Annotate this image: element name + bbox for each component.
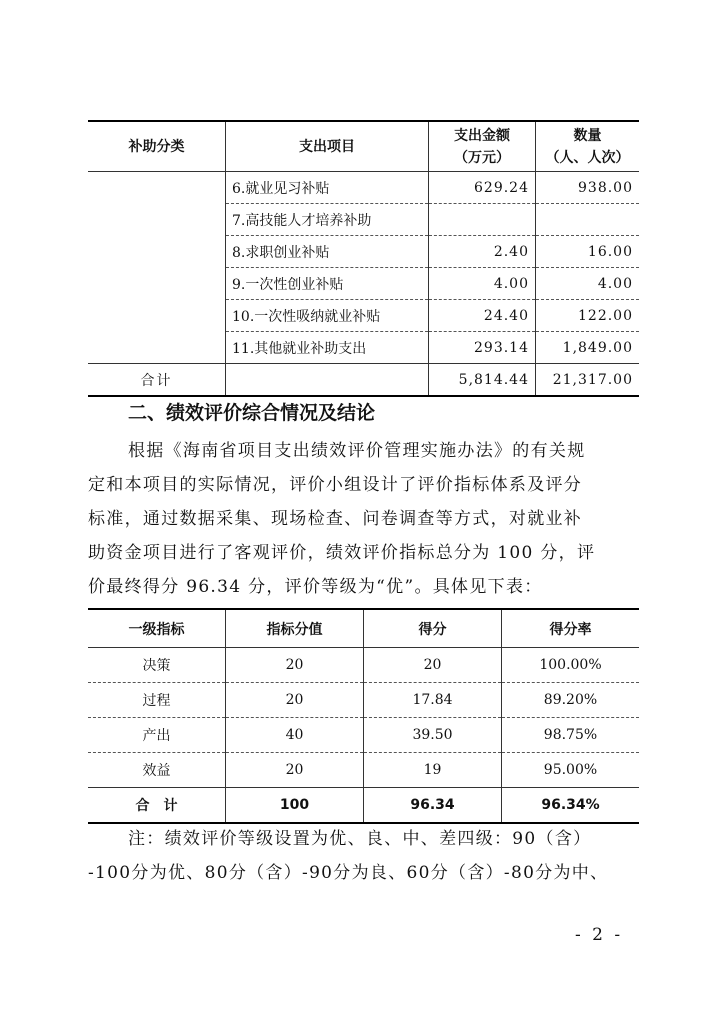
indicator-cell: 产出 bbox=[88, 718, 226, 753]
amount-cell bbox=[429, 204, 536, 236]
header-quantity-line2: （人、人次） bbox=[545, 149, 630, 166]
item-cell: 11.其他就业补助支出 bbox=[226, 332, 429, 364]
item-cell: 10.一次性吸纳就业补贴 bbox=[226, 300, 429, 332]
max-score-cell: 20 bbox=[226, 683, 364, 718]
score-rate-cell: 100.00% bbox=[539, 657, 602, 673]
header-score: 得分 bbox=[364, 609, 502, 648]
header-item: 支出项目 bbox=[226, 121, 429, 172]
quantity-cell: 122.00 bbox=[536, 300, 640, 332]
category-cell bbox=[88, 300, 226, 332]
table-row bbox=[88, 332, 639, 364]
category-cell bbox=[88, 332, 226, 364]
table-row bbox=[88, 300, 639, 332]
score-cell: 17.84 bbox=[364, 683, 502, 718]
header-max-score: 指标分值 bbox=[226, 609, 364, 648]
indicator-cell: 过程 bbox=[88, 683, 226, 718]
table-header-row bbox=[88, 121, 639, 172]
score-rate-cell: 98.75% bbox=[502, 718, 640, 753]
paragraph-line: 助资金项目进行了客观评价，绩效评价指标总分为 100 分，评 bbox=[88, 543, 596, 563]
category-cell bbox=[88, 204, 226, 236]
total-amount: 5,814.44 bbox=[429, 364, 536, 397]
max-score-cell: 20 bbox=[226, 648, 364, 683]
table-row bbox=[88, 236, 639, 268]
table-total-row bbox=[88, 788, 639, 824]
paragraph-line: 根据《海南省项目支出绩效评价管理实施办法》的有关规 bbox=[128, 441, 586, 461]
paragraph-line: 价最终得分 96.34 分，评价等级为“优”。具体见下表： bbox=[88, 577, 543, 597]
category-cell bbox=[88, 236, 226, 268]
quantity-cell bbox=[536, 204, 640, 236]
score-cell: 39.50 bbox=[364, 718, 502, 753]
amount-cell: 293.14 bbox=[429, 332, 536, 364]
quantity-cell: 16.00 bbox=[536, 236, 640, 268]
header-amount-line1: 支出金额 bbox=[454, 127, 510, 144]
indicator-cell: 决策 bbox=[88, 648, 226, 683]
amount-cell: 2.40 bbox=[429, 236, 536, 268]
amount-cell: 629.24 bbox=[429, 172, 536, 204]
score-rate-cell: 95.00% bbox=[502, 753, 640, 788]
total-quantity: 21,317.00 bbox=[536, 364, 640, 397]
item-cell: 6.就业见习补贴 bbox=[226, 172, 429, 204]
total-item-cell bbox=[226, 364, 429, 397]
table-row bbox=[88, 172, 639, 204]
header-indicator: 一级指标 bbox=[88, 609, 226, 648]
header-category: 补助分类 bbox=[88, 121, 226, 172]
quantity-cell: 938.00 bbox=[578, 179, 633, 196]
table-row bbox=[88, 204, 639, 236]
category-cell bbox=[88, 268, 226, 300]
score-cell: 19 bbox=[364, 753, 502, 788]
section-heading: 二、绩效评价综合情况及结论 bbox=[128, 402, 376, 424]
table-row bbox=[88, 683, 639, 718]
table-row bbox=[88, 648, 639, 683]
total-score-rate: 96.34% bbox=[502, 788, 640, 824]
total-max-score: 100 bbox=[226, 788, 364, 824]
performance-score-table bbox=[88, 608, 639, 824]
score-rate-cell: 89.20% bbox=[502, 683, 640, 718]
table-header-row bbox=[88, 609, 639, 648]
max-score-cell: 40 bbox=[226, 718, 364, 753]
paragraph-line: 定和本项目的实际情况，评价小组设计了评价指标体系及评分 bbox=[88, 475, 583, 495]
header-score-rate: 得分率 bbox=[502, 609, 640, 648]
note-line: -100分为优、80分（含）-90分为良、60分（含）-80分为中、 bbox=[88, 863, 609, 883]
header-quantity-line1: 数量 bbox=[573, 127, 602, 144]
item-cell: 8.求职创业补贴 bbox=[226, 236, 429, 268]
header-amount-line2: （万元） bbox=[454, 149, 510, 166]
table-total-row bbox=[88, 364, 639, 397]
amount-cell: 4.00 bbox=[429, 268, 536, 300]
paragraph-line: 标准，通过数据采集、现场检查、问卷调查等方式，对就业补 bbox=[88, 509, 583, 529]
quantity-cell: 1,849.00 bbox=[536, 332, 640, 364]
page-number: - 2 - bbox=[575, 925, 624, 945]
subsidy-expenditure-table bbox=[88, 120, 639, 397]
grading-note bbox=[88, 822, 648, 890]
category-cell bbox=[88, 172, 226, 204]
total-label: 合 计 bbox=[88, 788, 226, 824]
quantity-cell: 4.00 bbox=[536, 268, 640, 300]
table-row bbox=[88, 268, 639, 300]
item-cell: 7.高技能人才培养补助 bbox=[226, 204, 429, 236]
item-cell: 9.一次性创业补贴 bbox=[226, 268, 429, 300]
total-label: 合计 bbox=[88, 364, 226, 397]
table-row bbox=[88, 718, 639, 753]
score-cell: 20 bbox=[364, 648, 502, 683]
note-line: 注：绩效评价等级设置为优、良、中、差四级：90（含） bbox=[128, 829, 592, 849]
header-quantity bbox=[536, 121, 640, 172]
table-row bbox=[88, 753, 639, 788]
indicator-cell: 效益 bbox=[88, 753, 226, 788]
amount-cell: 24.40 bbox=[429, 300, 536, 332]
max-score-cell: 20 bbox=[226, 753, 364, 788]
total-score: 96.34 bbox=[364, 788, 502, 824]
conclusion-paragraph bbox=[88, 434, 636, 604]
header-amount bbox=[429, 121, 536, 172]
